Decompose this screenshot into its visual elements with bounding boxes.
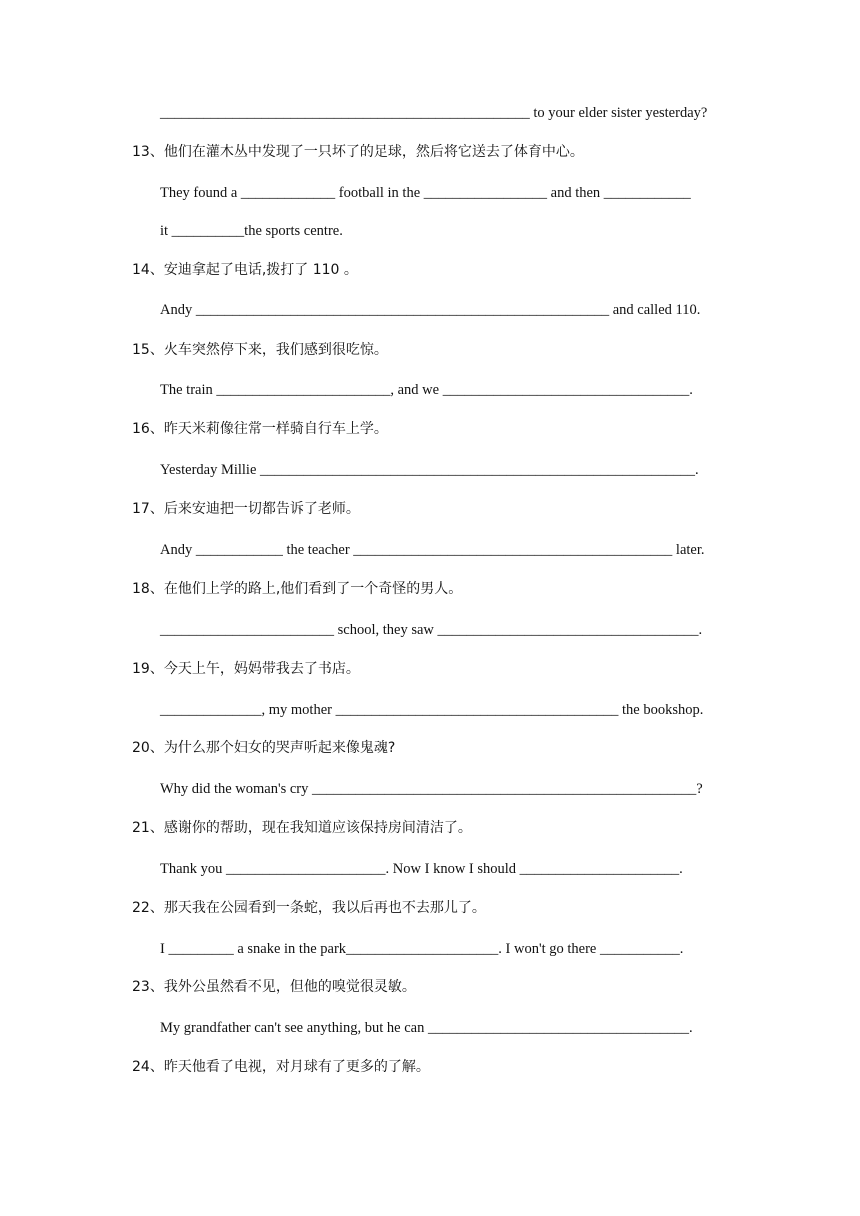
question-20: 20、为什么那个妇女的哭声听起来像鬼魂? — [132, 740, 396, 756]
answer-line-19: ______________, my mother _______________________________________ the bookshop. — [160, 702, 704, 718]
question-15: 15、火车突然停下来，我们感到很吃惊。 — [132, 342, 388, 358]
answer-line-23: My grandfather can't see anything, but he can ____________________________________. — [160, 1020, 693, 1036]
answer-line-13a: They found a _____________ football in the _________________ and then ____________ — [160, 185, 691, 201]
question-13: 13、他们在灌木丛中发现了一只坏了的足球，然后将它送去了体育中心。 — [132, 144, 584, 160]
answer-line-21: Thank you ______________________. Now I know I should ______________________. — [160, 861, 683, 877]
answer-line-12: ___________________________________________________ to your elder sister yesterday? — [160, 105, 708, 121]
answer-line-20: Why did the woman's cry _____________________________________________________? — [160, 781, 703, 797]
answer-line-18: ________________________ school, they saw ____________________________________. — [160, 622, 703, 638]
question-21: 21、感谢你的帮助，现在我知道应该保持房间清洁了。 — [132, 820, 472, 836]
answer-line-15: The train ________________________, and we __________________________________. — [160, 382, 693, 398]
question-17: 17、后来安迪把一切都告诉了老师。 — [132, 501, 360, 517]
question-24: 24、昨天他看了电视，对月球有了更多的了解。 — [132, 1059, 430, 1075]
question-19: 19、今天上午，妈妈带我去了书店。 — [132, 661, 360, 677]
question-14: 14、安迪拿起了电话,拨打了 110 。 — [132, 262, 358, 278]
answer-line-14: Andy _________________________________________________________ and called 110. — [160, 302, 701, 318]
answer-line-13b: it __________the sports centre. — [160, 223, 343, 239]
question-22: 22、那天我在公园看到一条蛇，我以后再也不去那儿了。 — [132, 900, 486, 916]
question-23: 23、我外公虽然看不见，但他的嗅觉很灵敏。 — [132, 979, 416, 995]
answer-line-22: I _________ a snake in the park_____________________. I won't go there ___________. — [160, 941, 684, 957]
answer-line-16: Yesterday Millie ____________________________________________________________. — [160, 462, 699, 478]
question-18: 18、在他们上学的路上,他们看到了一个奇怪的男人。 — [132, 581, 463, 597]
answer-line-17: Andy ____________ the teacher ____________________________________________ later. — [160, 542, 705, 558]
question-16: 16、昨天米莉像往常一样骑自行车上学。 — [132, 421, 388, 437]
